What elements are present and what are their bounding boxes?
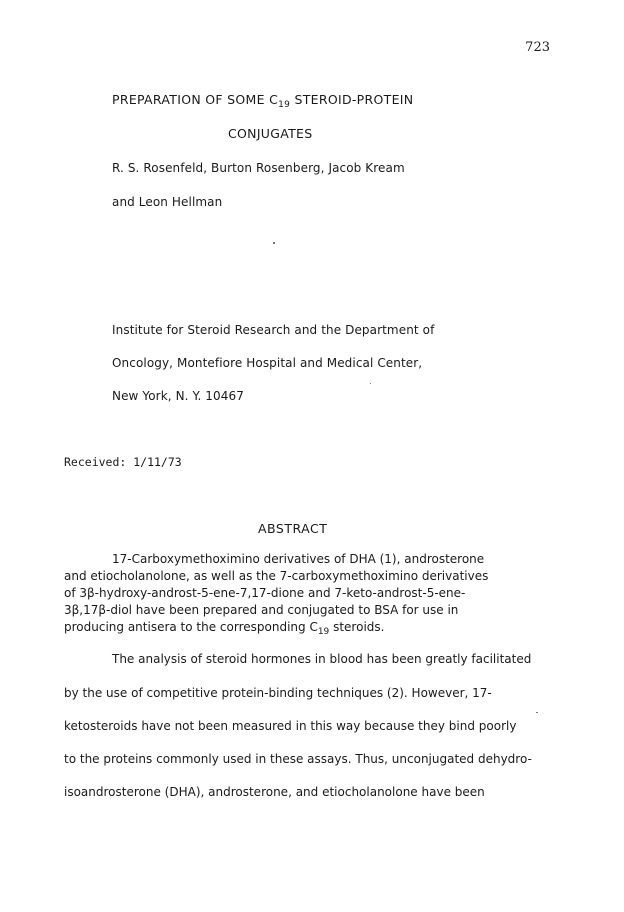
authors-line-1: R. S. Rosenfeld, Burton Rosenberg, Jacob Kream xyxy=(112,161,405,175)
title-line-1-pre: PREPARATION OF SOME C xyxy=(112,92,279,107)
authors-line-2: and Leon Hellman xyxy=(112,195,223,209)
body-line-1: The analysis of steroid hormones in blood has been greatly facilitated xyxy=(112,652,532,666)
abstract-line-3: of 3β-hydroxy-androst-5-ene-7,17-dione and 7-keto-androst-5-ene- xyxy=(64,586,466,600)
scan-speck xyxy=(536,712,538,713)
institution-line-2: Oncology, Montefiore Hospital and Medical Center, xyxy=(112,356,423,370)
scan-speck xyxy=(370,383,371,384)
received-date: Received: 1/11/73 xyxy=(64,455,182,469)
abstract-line-5-post: steroids. xyxy=(329,620,385,634)
abstract-subscript: 19 xyxy=(317,627,330,637)
abstract-line-4: 3β,17β-diol have been prepared and conjugated to BSA for use in xyxy=(64,603,459,617)
title-line-1 xyxy=(112,92,413,110)
abstract-line-2: and etiocholanolone, as well as the 7-carboxymethoximino derivatives xyxy=(64,569,489,583)
title-subscript: 19 xyxy=(278,100,291,110)
abstract-line-5-pre: producing antisera to the corresponding C xyxy=(64,620,318,634)
body-line-4: to the proteins commonly used in these assays. Thus, unconjugated dehydro- xyxy=(64,752,532,766)
title-line-1-post: STEROID-PROTEIN xyxy=(290,92,414,107)
page-number: 723 xyxy=(525,40,550,55)
abstract-line-5 xyxy=(64,620,384,637)
title-line-2: CONJUGATES xyxy=(228,126,313,141)
abstract-line-1: 17-Carboxymethoximino derivatives of DHA (1), androsterone xyxy=(112,552,485,566)
institution-line-1: Institute for Steroid Research and the Department of xyxy=(112,323,435,337)
body-line-5: isoandrosterone (DHA), androsterone, and etiocholanolone have been xyxy=(64,785,485,799)
abstract-heading: ABSTRACT xyxy=(258,521,328,536)
scan-speck xyxy=(273,242,275,244)
body-line-3: ketosteroids have not been measured in this way because they bind poorly xyxy=(64,719,517,733)
institution-line-3: New York, N. Y. 10467 xyxy=(112,389,244,403)
body-line-2: by the use of competitive protein-binding techniques (2). However, 17- xyxy=(64,686,492,700)
